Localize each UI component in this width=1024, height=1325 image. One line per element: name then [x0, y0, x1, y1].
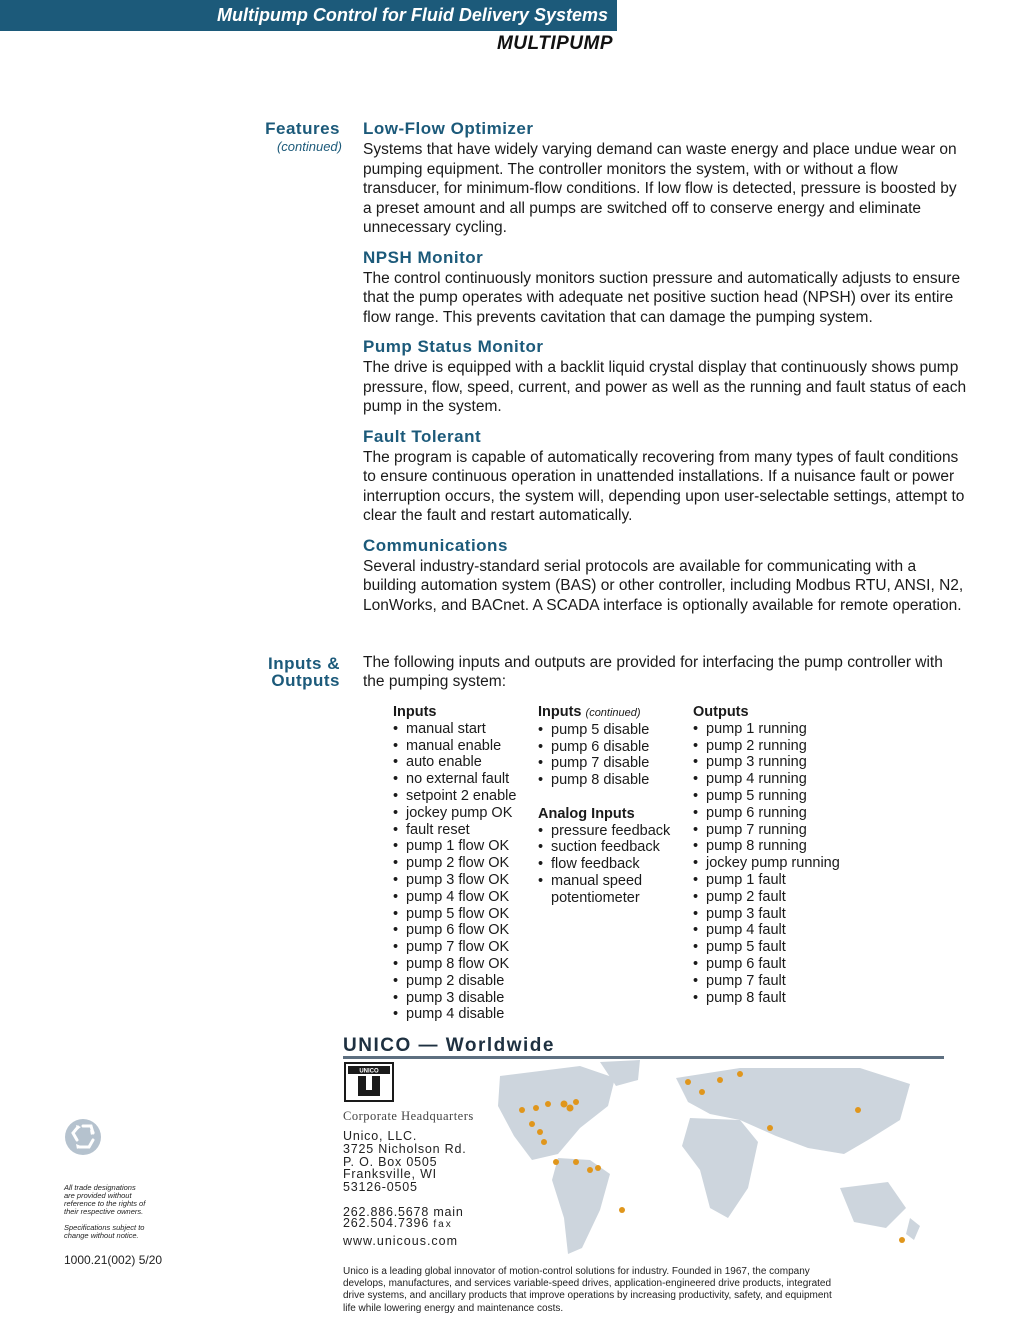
list-item: • jockey pump running	[693, 855, 840, 872]
website-link[interactable]: www.unicous.com	[343, 1234, 459, 1248]
list-item: • flow feedback	[538, 856, 670, 873]
document-number: 1000.21(002) 5/20	[64, 1253, 163, 1267]
office-dot	[533, 1105, 539, 1111]
list-item: • pump 7 flow OK	[393, 939, 516, 956]
office-dot	[573, 1099, 579, 1105]
office-dot	[573, 1159, 579, 1165]
worldwide-title: UNICO — Worldwide	[343, 1035, 555, 1056]
office-dot	[587, 1167, 593, 1173]
note-line: are provided without	[64, 1191, 132, 1200]
section-low-flow	[363, 118, 968, 238]
list-item: • pump 2 running	[693, 738, 840, 755]
list-item: • pump 3 disable	[393, 990, 516, 1007]
list-item: • suction feedback	[538, 839, 670, 856]
list-item: • pump 1 fault	[693, 872, 840, 889]
address-line: P. O. Box 0505	[343, 1154, 438, 1169]
list-item: • pump 1 running	[693, 721, 840, 738]
list-item: • pump 2 disable	[393, 973, 516, 990]
office-dot	[545, 1101, 551, 1107]
features-continued: (continued)	[276, 139, 342, 154]
list-item: • pump 7 fault	[693, 973, 840, 990]
section-title: Communications	[363, 535, 508, 555]
office-dot	[567, 1105, 574, 1112]
product-title: MULTIPUMP	[496, 33, 613, 54]
map-land	[498, 1060, 920, 1254]
list-item: • pump 6 running	[693, 805, 840, 822]
office-dot	[519, 1107, 525, 1113]
io-heading-line1: Inputs &	[268, 654, 340, 673]
list-item: • pump 4 fault	[693, 922, 840, 939]
section-body: The drive is equipped with a backlit liquid crystal display that continuously shows pump pressure, flow, speed, current, and power as well as the running and fault status of each pump in the system.	[363, 359, 967, 415]
list-item: • pump 8 flow OK	[393, 956, 516, 973]
list-item: • pump 1 flow OK	[393, 838, 516, 855]
list-item: • no external fault	[393, 771, 516, 788]
address-line: 3725 Nicholson Rd.	[343, 1141, 467, 1156]
office-dot	[529, 1121, 535, 1127]
list-item: • pump 4 flow OK	[393, 889, 516, 906]
office-dot	[595, 1165, 601, 1171]
inputs-continued-label: Inputs	[538, 704, 582, 720]
list-item: • pump 7 disable	[538, 755, 670, 772]
list-item: • pump 6 fault	[693, 956, 840, 973]
list-item: • pump 5 running	[693, 788, 840, 805]
list-item: • auto enable	[393, 754, 516, 771]
list-item: • pump 5 disable	[538, 722, 670, 739]
inputs-column	[393, 704, 516, 1023]
note-line: All trade designations	[64, 1183, 136, 1192]
list-item: • pump 3 fault	[693, 906, 840, 923]
list-item: • pump 4 running	[693, 771, 840, 788]
note-line: their respective owners.	[64, 1207, 144, 1216]
features-content	[363, 118, 968, 624]
list-item: • pump 6 flow OK	[393, 922, 516, 939]
section-fault-tolerant	[363, 426, 968, 526]
outputs-list	[693, 721, 840, 1007]
office-dot	[699, 1089, 705, 1095]
office-dot	[553, 1159, 559, 1165]
inputs-continued-list	[538, 722, 670, 789]
list-item: • pump 5 flow OK	[393, 906, 516, 923]
office-dot	[541, 1139, 547, 1145]
office-dot	[855, 1107, 861, 1113]
list-item: • pump 4 disable	[393, 1006, 516, 1023]
list-item: • pump 5 fault	[693, 939, 840, 956]
section-body: Several industry-standard serial protocols are available for communicating with a building automation system (BAS) or other controller, including Modbus RTU, ANSI, N2, LonWorks, and BACnet. A SCADA interface is optionally available for remote operation.	[363, 557, 964, 614]
outputs-title: Outputs	[693, 704, 749, 720]
list-item: • manual enable	[393, 738, 516, 755]
section-title: NPSH Monitor	[363, 247, 484, 267]
list-item: potentiometer	[551, 889, 640, 906]
fax-number: 262.504.7396	[343, 1216, 430, 1230]
list-item: • manual start	[393, 721, 516, 738]
recycle-icon	[64, 1118, 102, 1156]
office-dot	[737, 1071, 743, 1077]
list-item: • pump 3 flow OK	[393, 872, 516, 889]
list-item: • pump 6 disable	[538, 739, 670, 756]
address-line: 53126-0505	[343, 1180, 418, 1195]
note-line: Specifications subject to	[64, 1223, 145, 1232]
note-line: reference to the rights of	[64, 1199, 146, 1208]
company-about: Unico is a leading global innovator of motion-control solutions for industry. Founded in 1967, the company develops, manufactures, and services variable-speed drives, application-engineered drive products, integrated drive systems, and ancillary products that improve operations by increasing productivity, safety, and equipment life while lowering energy and maintenance costs.	[343, 1266, 832, 1314]
inputs-continued-title	[538, 704, 670, 722]
inputs-list	[393, 721, 516, 1023]
outputs-column	[693, 704, 840, 1006]
office-dot	[717, 1077, 723, 1083]
list-item: • pump 8 disable	[538, 772, 670, 789]
note-line: change without notice.	[64, 1231, 139, 1240]
list-item: • manual speed	[538, 873, 670, 890]
analog-inputs-title: Analog Inputs	[538, 805, 635, 822]
office-dot	[767, 1125, 773, 1131]
list-item: • pump 2 fault	[693, 889, 840, 906]
section-body: The control continuously monitors suction pressure and automatically adjusts to ensure that the pump operates with adequate net positive suction head (NPSH) over its entire flow range. This prevents cavitation that can damage the pumping system.	[363, 269, 961, 326]
phone-fax	[343, 1218, 464, 1230]
analog-inputs-list	[538, 823, 670, 890]
section-title: Low-Flow Optimizer	[363, 119, 534, 138]
banner-title: Multipump Control for Fluid Delivery Systems	[216, 5, 608, 25]
section-npsh	[363, 247, 968, 328]
address-line: Unico, LLC.	[343, 1129, 418, 1143]
list-item: • jockey pump OK	[393, 805, 516, 822]
list-item: • pressure feedback	[538, 823, 670, 840]
section-pump-status	[363, 336, 968, 417]
continued-note: (continued)	[585, 707, 641, 719]
section-title: Fault Tolerant	[363, 426, 482, 446]
hq-title: Corporate Headquarters	[343, 1109, 474, 1123]
list-item: • pump 8 fault	[693, 990, 840, 1007]
section-body: Systems that have widely varying demand can waste energy and place undue wear on pumping equipment. The controller monitors the system, with or without a flow transducer, for minimum-flow conditions. If low flow is detected, pressure is boosted by a preset amount and all pumps are switched off to conserve energy and eliminate unnecessary cycling.	[363, 141, 957, 236]
office-dot	[561, 1101, 568, 1108]
features-heading: Features	[265, 119, 340, 138]
list-item: • pump 8 running	[693, 838, 840, 855]
list-item: • pump 3 running	[693, 754, 840, 771]
phone-main: 262.886.5678 main	[343, 1205, 464, 1219]
list-item: • pump 7 running	[693, 822, 840, 839]
svg-text:UNICO: UNICO	[359, 1068, 379, 1075]
office-dot	[619, 1207, 625, 1213]
office-dot	[685, 1079, 691, 1085]
fax-label: fax	[433, 1219, 453, 1230]
phone-numbers	[343, 1207, 464, 1230]
address-line: Franksville, WI	[343, 1167, 437, 1182]
unico-logo	[344, 1062, 394, 1102]
list-item: • fault reset	[393, 822, 516, 839]
hq-address	[343, 1130, 467, 1194]
office-dot	[537, 1129, 543, 1135]
io-heading-line2: Outputs	[271, 671, 340, 690]
inputs-continued-column	[538, 704, 670, 907]
list-item: • pump 2 flow OK	[393, 855, 516, 872]
legal-notes	[64, 1184, 174, 1240]
list-item: • setpoint 2 enable	[393, 788, 516, 805]
section-communications	[363, 535, 968, 616]
section-body: The program is capable of automatically recovering from many types of fault conditions to ensure continuous operation in unattended installations. If a nuisance fault or power interruption occurs, the system will, depending upon user-selectable settings, attempt to clear the fault and restart automatically.	[363, 448, 965, 524]
inputs-title: Inputs	[393, 704, 437, 720]
office-dot	[899, 1237, 905, 1243]
section-title: Pump Status Monitor	[363, 337, 544, 356]
world-map	[440, 1058, 944, 1268]
io-intro: The following inputs and outputs are provided for interfacing the pump controller with the pumping system:	[363, 654, 943, 690]
